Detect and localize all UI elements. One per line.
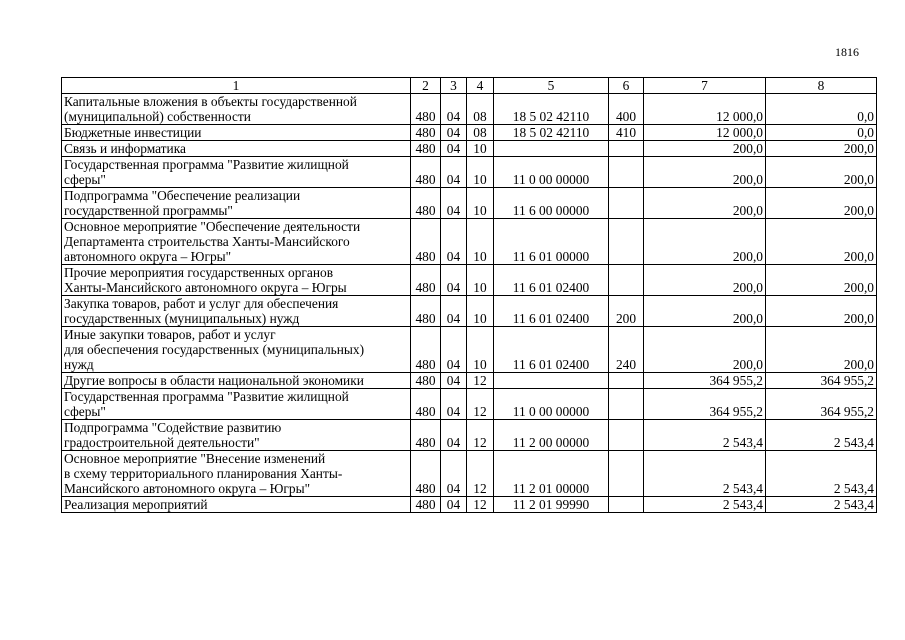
row-expense-type-cell	[609, 373, 644, 389]
row-section-cell: 04	[441, 188, 467, 219]
row-name-cell: Подпрограмма "Обеспечение реализации государственной программы"	[62, 188, 411, 219]
header-cell: 7	[644, 78, 766, 94]
row-amount-cell: 364 955,2	[644, 373, 766, 389]
row-amount-cell: 200,0	[644, 219, 766, 265]
row-amount-cell: 0,0	[766, 125, 877, 141]
row-expense-type-cell	[609, 157, 644, 188]
row-code-cell: 480	[411, 327, 441, 373]
row-code-cell: 480	[411, 389, 441, 420]
header-cell: 3	[441, 78, 467, 94]
row-expense-type-cell	[609, 188, 644, 219]
table-row	[62, 451, 877, 497]
row-expense-type-cell: 200	[609, 296, 644, 327]
row-subsection-cell: 12	[467, 389, 494, 420]
row-target-article-cell: 11 2 01 00000	[494, 451, 609, 497]
row-subsection-cell: 10	[467, 296, 494, 327]
row-code-cell: 480	[411, 265, 441, 296]
table-row	[62, 157, 877, 188]
row-code-cell: 480	[411, 141, 441, 157]
row-target-article-cell	[494, 373, 609, 389]
header-cell: 1	[62, 78, 411, 94]
row-code-cell: 480	[411, 157, 441, 188]
row-target-article-cell: 11 2 01 99990	[494, 497, 609, 513]
row-section-cell: 04	[441, 296, 467, 327]
table-row	[62, 327, 877, 373]
row-target-article-cell: 11 6 01 02400	[494, 265, 609, 296]
row-section-cell: 04	[441, 219, 467, 265]
row-amount-cell: 364 955,2	[766, 389, 877, 420]
table-body	[62, 94, 877, 513]
row-code-cell: 480	[411, 373, 441, 389]
row-target-article-cell: 11 2 00 00000	[494, 420, 609, 451]
row-amount-cell: 2 543,4	[766, 420, 877, 451]
row-name-cell: Иные закупки товаров, работ и услуг для обеспечения государственных (муниципальных) нужд	[62, 327, 411, 373]
row-section-cell: 04	[441, 497, 467, 513]
header-cell: 5	[494, 78, 609, 94]
row-name-cell: Подпрограмма "Содействие развитию градостроительной деятельности"	[62, 420, 411, 451]
row-subsection-cell: 08	[467, 125, 494, 141]
row-expense-type-cell: 400	[609, 94, 644, 125]
row-name-cell: Закупка товаров, работ и услуг для обеспечения государственных (муниципальных) нужд	[62, 296, 411, 327]
table-row	[62, 389, 877, 420]
row-target-article-cell: 11 6 00 00000	[494, 188, 609, 219]
budget-table	[61, 77, 877, 513]
row-section-cell: 04	[441, 141, 467, 157]
row-section-cell: 04	[441, 125, 467, 141]
table-row	[62, 219, 877, 265]
row-section-cell: 04	[441, 420, 467, 451]
row-code-cell: 480	[411, 94, 441, 125]
row-target-article-cell: 11 0 00 00000	[494, 157, 609, 188]
row-amount-cell: 2 543,4	[644, 451, 766, 497]
header-cell: 4	[467, 78, 494, 94]
row-name-cell: Другие вопросы в области национальной экономики	[62, 373, 411, 389]
row-subsection-cell: 12	[467, 420, 494, 451]
row-amount-cell: 12 000,0	[644, 125, 766, 141]
header-cell: 6	[609, 78, 644, 94]
row-subsection-cell: 12	[467, 451, 494, 497]
row-target-article-cell: 18 5 02 42110	[494, 125, 609, 141]
table-row	[62, 265, 877, 296]
row-amount-cell: 2 543,4	[766, 451, 877, 497]
table-row	[62, 94, 877, 125]
header-cell: 2	[411, 78, 441, 94]
row-code-cell: 480	[411, 219, 441, 265]
row-subsection-cell: 10	[467, 141, 494, 157]
row-subsection-cell: 08	[467, 94, 494, 125]
row-amount-cell: 12 000,0	[644, 94, 766, 125]
row-expense-type-cell: 240	[609, 327, 644, 373]
row-amount-cell: 200,0	[766, 219, 877, 265]
row-amount-cell: 200,0	[644, 265, 766, 296]
row-amount-cell: 364 955,2	[644, 389, 766, 420]
row-section-cell: 04	[441, 94, 467, 125]
row-name-cell: Государственная программа "Развитие жилищной сферы"	[62, 389, 411, 420]
row-section-cell: 04	[441, 265, 467, 296]
row-code-cell: 480	[411, 497, 441, 513]
table-row	[62, 420, 877, 451]
table-row	[62, 296, 877, 327]
row-code-cell: 480	[411, 125, 441, 141]
row-subsection-cell: 12	[467, 373, 494, 389]
row-amount-cell: 200,0	[644, 188, 766, 219]
row-amount-cell: 364 955,2	[766, 373, 877, 389]
row-section-cell: 04	[441, 451, 467, 497]
row-name-cell: Прочие мероприятия государственных органов Ханты-Мансийского автономного округа – Югры	[62, 265, 411, 296]
row-target-article-cell: 11 6 01 02400	[494, 327, 609, 373]
row-target-article-cell: 11 6 01 00000	[494, 219, 609, 265]
row-amount-cell: 200,0	[644, 141, 766, 157]
page-number: 1816	[835, 45, 859, 59]
row-section-cell: 04	[441, 327, 467, 373]
row-amount-cell: 200,0	[766, 188, 877, 219]
row-subsection-cell: 10	[467, 327, 494, 373]
row-expense-type-cell	[609, 420, 644, 451]
table-row	[62, 141, 877, 157]
table-row	[62, 188, 877, 219]
row-code-cell: 480	[411, 188, 441, 219]
row-subsection-cell: 10	[467, 219, 494, 265]
row-amount-cell: 200,0	[766, 141, 877, 157]
row-code-cell: 480	[411, 296, 441, 327]
row-section-cell: 04	[441, 373, 467, 389]
row-section-cell: 04	[441, 157, 467, 188]
row-name-cell: Реализация мероприятий	[62, 497, 411, 513]
row-amount-cell: 200,0	[644, 296, 766, 327]
row-expense-type-cell	[609, 141, 644, 157]
header-row	[62, 78, 877, 94]
row-target-article-cell: 18 5 02 42110	[494, 94, 609, 125]
row-subsection-cell: 12	[467, 497, 494, 513]
row-amount-cell: 2 543,4	[644, 420, 766, 451]
row-code-cell: 480	[411, 451, 441, 497]
row-section-cell: 04	[441, 389, 467, 420]
row-amount-cell: 200,0	[644, 327, 766, 373]
table-row	[62, 497, 877, 513]
row-subsection-cell: 10	[467, 265, 494, 296]
row-amount-cell: 200,0	[766, 327, 877, 373]
row-subsection-cell: 10	[467, 188, 494, 219]
row-target-article-cell: 11 6 01 02400	[494, 296, 609, 327]
row-target-article-cell: 11 0 00 00000	[494, 389, 609, 420]
row-code-cell: 480	[411, 420, 441, 451]
row-name-cell: Капитальные вложения в объекты государственной (муниципальной) собственности	[62, 94, 411, 125]
table-row	[62, 373, 877, 389]
row-expense-type-cell	[609, 389, 644, 420]
row-amount-cell: 200,0	[766, 157, 877, 188]
row-name-cell: Бюджетные инвестиции	[62, 125, 411, 141]
row-amount-cell: 200,0	[766, 265, 877, 296]
row-name-cell: Основное мероприятие "Обеспечение деятельности Департамента строительства Ханты-Мансийского автономного округа – Югры"	[62, 219, 411, 265]
row-expense-type-cell	[609, 497, 644, 513]
row-subsection-cell: 10	[467, 157, 494, 188]
row-amount-cell: 2 543,4	[644, 497, 766, 513]
row-expense-type-cell	[609, 451, 644, 497]
row-amount-cell: 0,0	[766, 94, 877, 125]
row-expense-type-cell	[609, 265, 644, 296]
header-cell: 8	[766, 78, 877, 94]
row-expense-type-cell	[609, 219, 644, 265]
row-name-cell: Основное мероприятие "Внесение изменений в схему территориального планирования Ханты- Мансийского автономного округа – Югры"	[62, 451, 411, 497]
row-target-article-cell	[494, 141, 609, 157]
row-name-cell: Государственная программа "Развитие жилищной сферы"	[62, 157, 411, 188]
row-amount-cell: 2 543,4	[766, 497, 877, 513]
row-amount-cell: 200,0	[644, 157, 766, 188]
table-row	[62, 125, 877, 141]
row-expense-type-cell: 410	[609, 125, 644, 141]
row-name-cell: Связь и информатика	[62, 141, 411, 157]
row-amount-cell: 200,0	[766, 296, 877, 327]
